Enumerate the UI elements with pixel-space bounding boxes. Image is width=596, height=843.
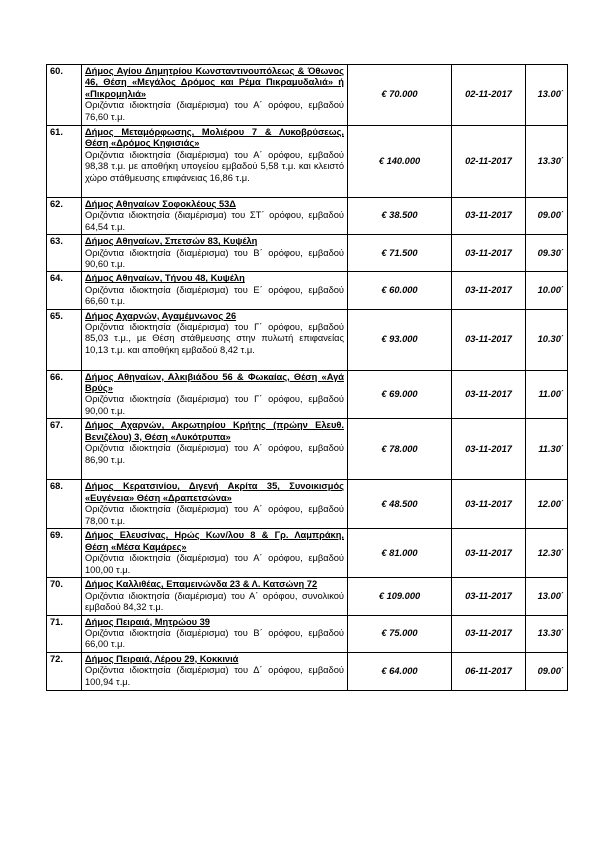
property-location: Δήμος Αθηναίων Σοφοκλέους 53Δ (85, 199, 236, 209)
property-cell (82, 198, 348, 235)
property-cell (82, 529, 348, 578)
property-description: Οριζόντια ιδιοκτησία (διαμέρισμα) του Α΄ ορόφου, εμβαδού 100,00 τ.μ. (85, 553, 344, 575)
table-row (47, 126, 568, 198)
row-number: 69. (47, 529, 82, 578)
table-row (47, 65, 568, 126)
property-description: Οριζόντια ιδιοκτησία (διαμέρισμα) του Α΄ ορόφου, συνολικού εμβαδού 84,32 τ.μ. (85, 590, 344, 613)
property-description: Οριζόντια ιδιοκτησία (διαμέρισμα) του Α΄ ορόφου, εμβαδού 78,00 τ.μ. (85, 504, 344, 526)
property-description: Οριζόντια ιδιοκτησία (διαμέρισμα) του ΣΤ΄ ορόφου, εμβαδού 64,54 τ.μ. (85, 210, 344, 232)
auction-date: 02-11-2017 (452, 65, 526, 126)
starting-price: € 70.000 (348, 65, 452, 126)
starting-price: € 75.000 (348, 615, 452, 652)
auction-time: 10.30΄ (526, 309, 568, 370)
row-number: 71. (47, 615, 82, 652)
property-cell (82, 235, 348, 272)
auction-date: 03-11-2017 (452, 419, 526, 480)
row-number: 68. (47, 480, 82, 529)
table-row (47, 419, 568, 480)
property-cell (82, 578, 348, 615)
table-row (47, 272, 568, 309)
auction-time: 11.00΄ (526, 370, 568, 419)
row-number: 63. (47, 235, 82, 272)
property-cell (82, 419, 348, 480)
starting-price: € 69.000 (348, 370, 452, 419)
auction-time: 12.30΄ (526, 529, 568, 578)
auction-date: 03-11-2017 (452, 370, 526, 419)
property-location: Δήμος Αγίου Δημητρίου Κωνσταντινουπόλεως & Όθωνος 46, Θέση «Μεγάλος Δρόμος και Ρέμα Πικραμυδαλιά» ή «Πικρομηλιά» (85, 66, 344, 99)
auction-time: 09.00΄ (526, 198, 568, 235)
row-number: 61. (47, 126, 82, 198)
property-location: Δήμος Αθηναίων, Τήνου 48, Κυψέλη (85, 273, 245, 284)
auction-time: 09.00΄ (526, 652, 568, 690)
table-row (47, 578, 568, 615)
row-number: 66. (47, 370, 82, 419)
table-row (47, 615, 568, 652)
starting-price: € 48.500 (348, 480, 452, 529)
row-number: 70. (47, 578, 82, 615)
auction-time: 13.00΄ (526, 65, 568, 126)
row-number: 67. (47, 419, 82, 480)
row-number: 65. (47, 309, 82, 370)
auction-date: 03-11-2017 (452, 309, 526, 370)
starting-price: € 140.000 (348, 126, 452, 198)
property-description: Οριζόντια ιδιοκτησία (διαμέρισμα) του Α΄ ορόφου, εμβαδού 86,90 τ.μ. (85, 443, 344, 465)
property-location: Δήμος Αχαρνών, Ακρωτηρίου Κρήτης (πρώην Ελευθ. Βενιζέλου) 3, Θέση «Λυκότρυπα» (85, 420, 344, 442)
property-description: Οριζόντια ιδιοκτησία (διαμέρισμα) του Ε΄ ορόφου, εμβαδού 66,60 τ.μ. (85, 284, 344, 307)
property-description: Οριζόντια ιδιοκτησία (διαμέρισμα) του Α΄ ορόφου, εμβαδού 98,38 τ.μ. με αποθήκη υπογείου εμβαδού 5,58 τ.μ. και κλειστό χώρο στάθμευσης επιφάνειας 16,86 τ.μ. (85, 149, 344, 183)
starting-price: € 71.500 (348, 235, 452, 272)
property-description: Οριζόντια ιδιοκτησία (διαμέρισμα) του Γ΄ ορόφου, εμβαδού 85,03 τ.μ., με Θέση στάθμευσης στην πυλωτή επιφανείας 10,13 τ.μ. και αποθήκη εμβαδού 8,42 τ.μ. (85, 322, 344, 355)
property-cell (82, 480, 348, 529)
table-row (47, 235, 568, 272)
row-number: 60. (47, 65, 82, 126)
auction-date: 03-11-2017 (452, 480, 526, 529)
starting-price: € 60.000 (348, 272, 452, 309)
auction-table (46, 64, 568, 691)
property-description: Οριζόντια ιδιοκτησία (διαμέρισμα) του Β΄ ορόφου, εμβαδού 90,60 τ.μ. (85, 247, 344, 270)
table-row (47, 652, 568, 690)
auction-time: 12.00΄ (526, 480, 568, 529)
auction-date: 03-11-2017 (452, 578, 526, 615)
property-cell (82, 65, 348, 126)
table-row (47, 480, 568, 529)
row-number: 72. (47, 652, 82, 690)
property-location: Δήμος Πειραιά, Μητρώου 39 (85, 616, 210, 627)
property-location: Δήμος Αχαρνών, Αγαμέμνωνος 26 (85, 310, 237, 321)
property-description: Οριζόντια ιδιοκτησία (διαμέρισμα) του Γ΄ ορόφου, εμβαδού 90,00 τ.μ. (85, 394, 344, 416)
row-number: 64. (47, 272, 82, 309)
table-row (47, 529, 568, 578)
property-cell (82, 272, 348, 309)
property-location: Δήμος Ελευσίνας, Ηρώς Κων/λου 8 & Γρ. Λαμπράκη, Θέση «Μέσα Καμάρες» (85, 530, 344, 552)
property-description: Οριζόντια ιδιοκτησία (διαμέρισμα) του Δ΄ ορόφου, εμβαδού 100,94 τ.μ. (85, 665, 344, 687)
starting-price: € 38.500 (348, 198, 452, 235)
property-cell (82, 370, 348, 419)
starting-price: € 81.000 (348, 529, 452, 578)
starting-price: € 93.000 (348, 309, 452, 370)
property-cell (82, 652, 348, 690)
auction-time: 13.00΄ (526, 578, 568, 615)
auction-time: 10.00΄ (526, 272, 568, 309)
row-number: 62. (47, 198, 82, 235)
property-location: Δήμος Πειραιά, Λέρου 29, Κοκκινιά (85, 653, 239, 664)
auction-date: 02-11-2017 (452, 126, 526, 198)
property-location: Δήμος Μεταμόρφωσης, Μολιέρου 7 & Λυκοβρύσεως, Θέση «Δρόμος Κηφισιάς» (85, 127, 344, 149)
starting-price: € 78.000 (348, 419, 452, 480)
property-location: Δήμος Κερατσινίου, Διγενή Ακρίτα 35, Συνοικισμός «Ευγένεια» Θέση «Δραπετσώνα» (85, 481, 344, 503)
table-row (47, 309, 568, 370)
starting-price: € 64.000 (348, 652, 452, 690)
auction-time: 13.30΄ (526, 615, 568, 652)
property-location: Δήμος Καλλιθέας, Επαμεινώνδα 23 & Λ. Κατσώνη 72 (85, 579, 318, 590)
property-description: Οριζόντια ιδιοκτησία (διαμέρισμα) του Β΄ ορόφου, εμβαδού 66,00 τ.μ. (85, 627, 344, 650)
starting-price: € 109.000 (348, 578, 452, 615)
property-cell (82, 615, 348, 652)
auction-table-body (47, 65, 568, 691)
auction-date: 03-11-2017 (452, 198, 526, 235)
auction-time: 13.30΄ (526, 126, 568, 198)
property-description: Οριζόντια ιδιοκτησία (διαμέρισμα) του Α΄ ορόφου, εμβαδού 76,60 τ.μ. (85, 100, 344, 122)
property-location: Δήμος Αθηναίων, Αλκιβιάδου 56 & Φωκαίας, Θέση «Αγά Βρύς» (85, 371, 344, 394)
property-cell (82, 126, 348, 198)
table-row (47, 370, 568, 419)
auction-date: 03-11-2017 (452, 235, 526, 272)
property-location: Δήμος Αθηναίων, Σπετσών 83, Κυψέλη (85, 236, 258, 247)
auction-date: 03-11-2017 (452, 529, 526, 578)
table-row (47, 198, 568, 235)
auction-time: 09.30΄ (526, 235, 568, 272)
property-cell (82, 309, 348, 370)
auction-date: 03-11-2017 (452, 615, 526, 652)
auction-date: 06-11-2017 (452, 652, 526, 690)
auction-date: 03-11-2017 (452, 272, 526, 309)
auction-time: 11.30΄ (526, 419, 568, 480)
